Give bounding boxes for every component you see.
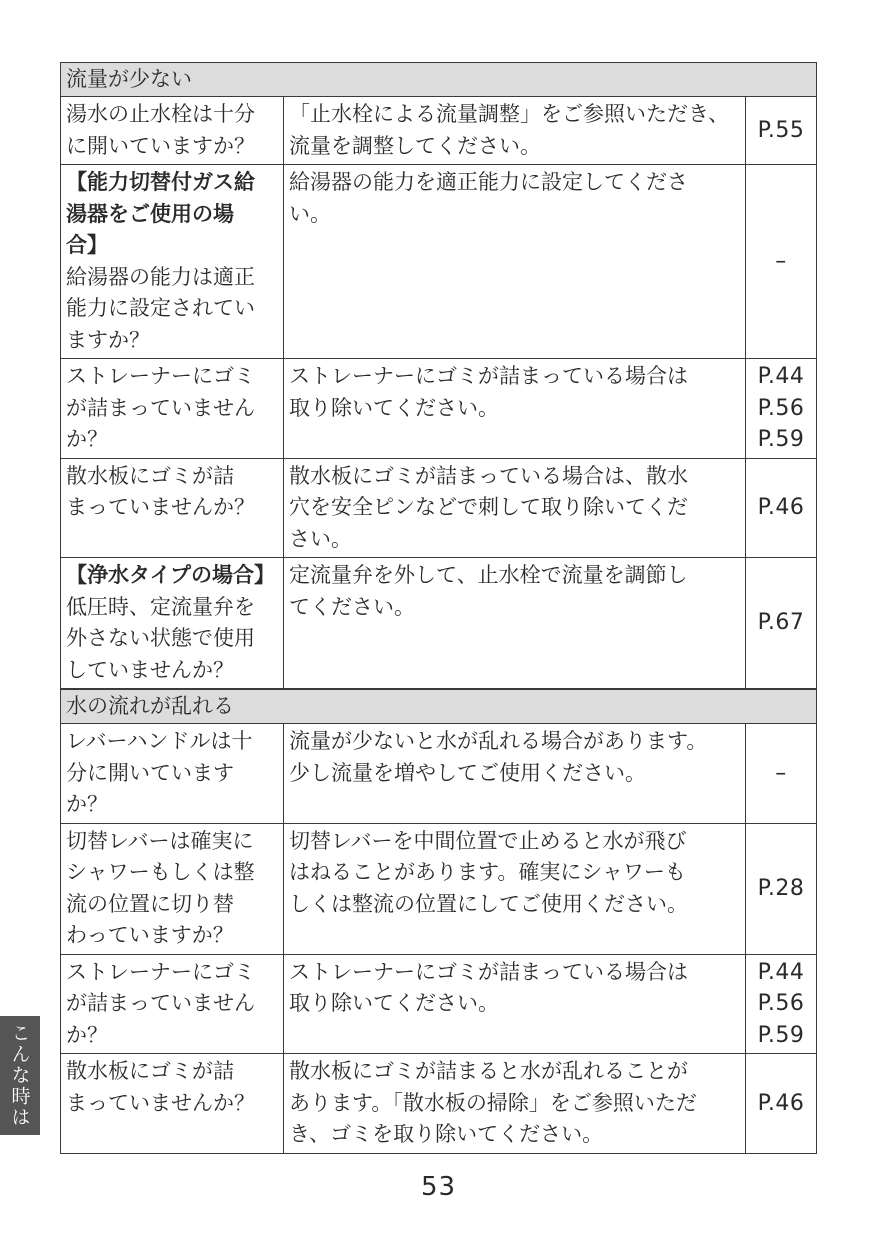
section-title: 流量が少ない bbox=[61, 63, 817, 97]
remedy-cell: 給湯器の能力を適正能力に設定してくださ い。 bbox=[284, 165, 746, 359]
check-cell: ストレーナーにゴミ が詰まっていません か？ bbox=[61, 954, 284, 1054]
section-header-row bbox=[61, 63, 817, 97]
table-row bbox=[61, 724, 817, 824]
page-ref-cell: P.67 bbox=[746, 558, 817, 689]
section-title: 水の流れが乱れる bbox=[61, 690, 817, 724]
remedy-cell: ストレーナーにゴミが詰まっている場合は 取り除いてください。 bbox=[284, 359, 746, 459]
table-row bbox=[61, 823, 817, 954]
page-ref-cell: P.55 bbox=[746, 97, 817, 165]
page-ref-cell: P.46 bbox=[746, 1054, 817, 1154]
section-header-row bbox=[61, 690, 817, 724]
check-question: 低圧時、定流量弁を 外さない状態で使用 していませんか？ bbox=[66, 594, 255, 682]
check-cell bbox=[61, 558, 284, 689]
troubleshooting-table-low-flow bbox=[60, 62, 817, 689]
side-index-tab bbox=[0, 1016, 40, 1135]
remedy-cell: 流量が少ないと水が乱れる場合があります。 少し流量を増やしてご使用ください。 bbox=[284, 724, 746, 824]
check-cell: ストレーナーにゴミ が詰まっていません か？ bbox=[61, 359, 284, 459]
check-cell: 散水板にゴミが詰 まっていませんか？ bbox=[61, 458, 284, 558]
check-cell bbox=[61, 165, 284, 359]
remedy-cell: ストレーナーにゴミが詰まっている場合は 取り除いてください。 bbox=[284, 954, 746, 1054]
page-ref-cell: – bbox=[746, 724, 817, 824]
page-number: 53 bbox=[420, 1172, 457, 1202]
table-row bbox=[61, 165, 817, 359]
check-cell: 切替レバーは確実に シャワーもしくは整 流の位置に切り替 わっていますか？ bbox=[61, 823, 284, 954]
page-ref-cell: P.44 P.56 P.59 bbox=[746, 954, 817, 1054]
page-ref-cell: – bbox=[746, 165, 817, 359]
page-ref-cell: P.46 bbox=[746, 458, 817, 558]
check-condition-title: 【浄水タイプの場合】 bbox=[66, 563, 275, 587]
table-row bbox=[61, 954, 817, 1054]
troubleshooting-table-turbulent-flow bbox=[60, 689, 817, 1154]
remedy-cell: 切替レバーを中間位置で止めると水が飛び はねることがあります。確実にシャワーも しくは整流の位置にしてご使用ください。 bbox=[284, 823, 746, 954]
side-tab-label: こんな時は bbox=[8, 1023, 31, 1128]
table-row bbox=[61, 558, 817, 689]
check-question: 給湯器の能力は適正 能力に設定されてい ますか？ bbox=[66, 264, 255, 352]
remedy-cell: 散水板にゴミが詰まっている場合は、散水 穴を安全ピンなどで刺して取り除いてくだ さい。 bbox=[284, 458, 746, 558]
check-cell: 散水板にゴミが詰 まっていませんか？ bbox=[61, 1054, 284, 1154]
table-row bbox=[61, 458, 817, 558]
check-cell: レバーハンドルは十 分に開いています か？ bbox=[61, 724, 284, 824]
remedy-cell: 「止水栓による流量調整」をご参照いただき、 流量を調整してください。 bbox=[284, 97, 746, 165]
check-cell: 湯水の止水栓は十分 に開いていますか？ bbox=[61, 97, 284, 165]
table-row bbox=[61, 1054, 817, 1154]
page-ref-cell: P.44 P.56 P.59 bbox=[746, 359, 817, 459]
table-row bbox=[61, 97, 817, 165]
table-row bbox=[61, 359, 817, 459]
remedy-cell: 散水板にゴミが詰まると水が乱れることが あります。「散水板の掃除」をご参照いただ き、ゴミを取り除いてください。 bbox=[284, 1054, 746, 1154]
page-ref-cell: P.28 bbox=[746, 823, 817, 954]
remedy-cell: 定流量弁を外して、止水栓で流量を調節し てください。 bbox=[284, 558, 746, 689]
check-condition-title: 【能力切替付ガス給 湯器をご使用の場 合】 bbox=[66, 170, 255, 257]
